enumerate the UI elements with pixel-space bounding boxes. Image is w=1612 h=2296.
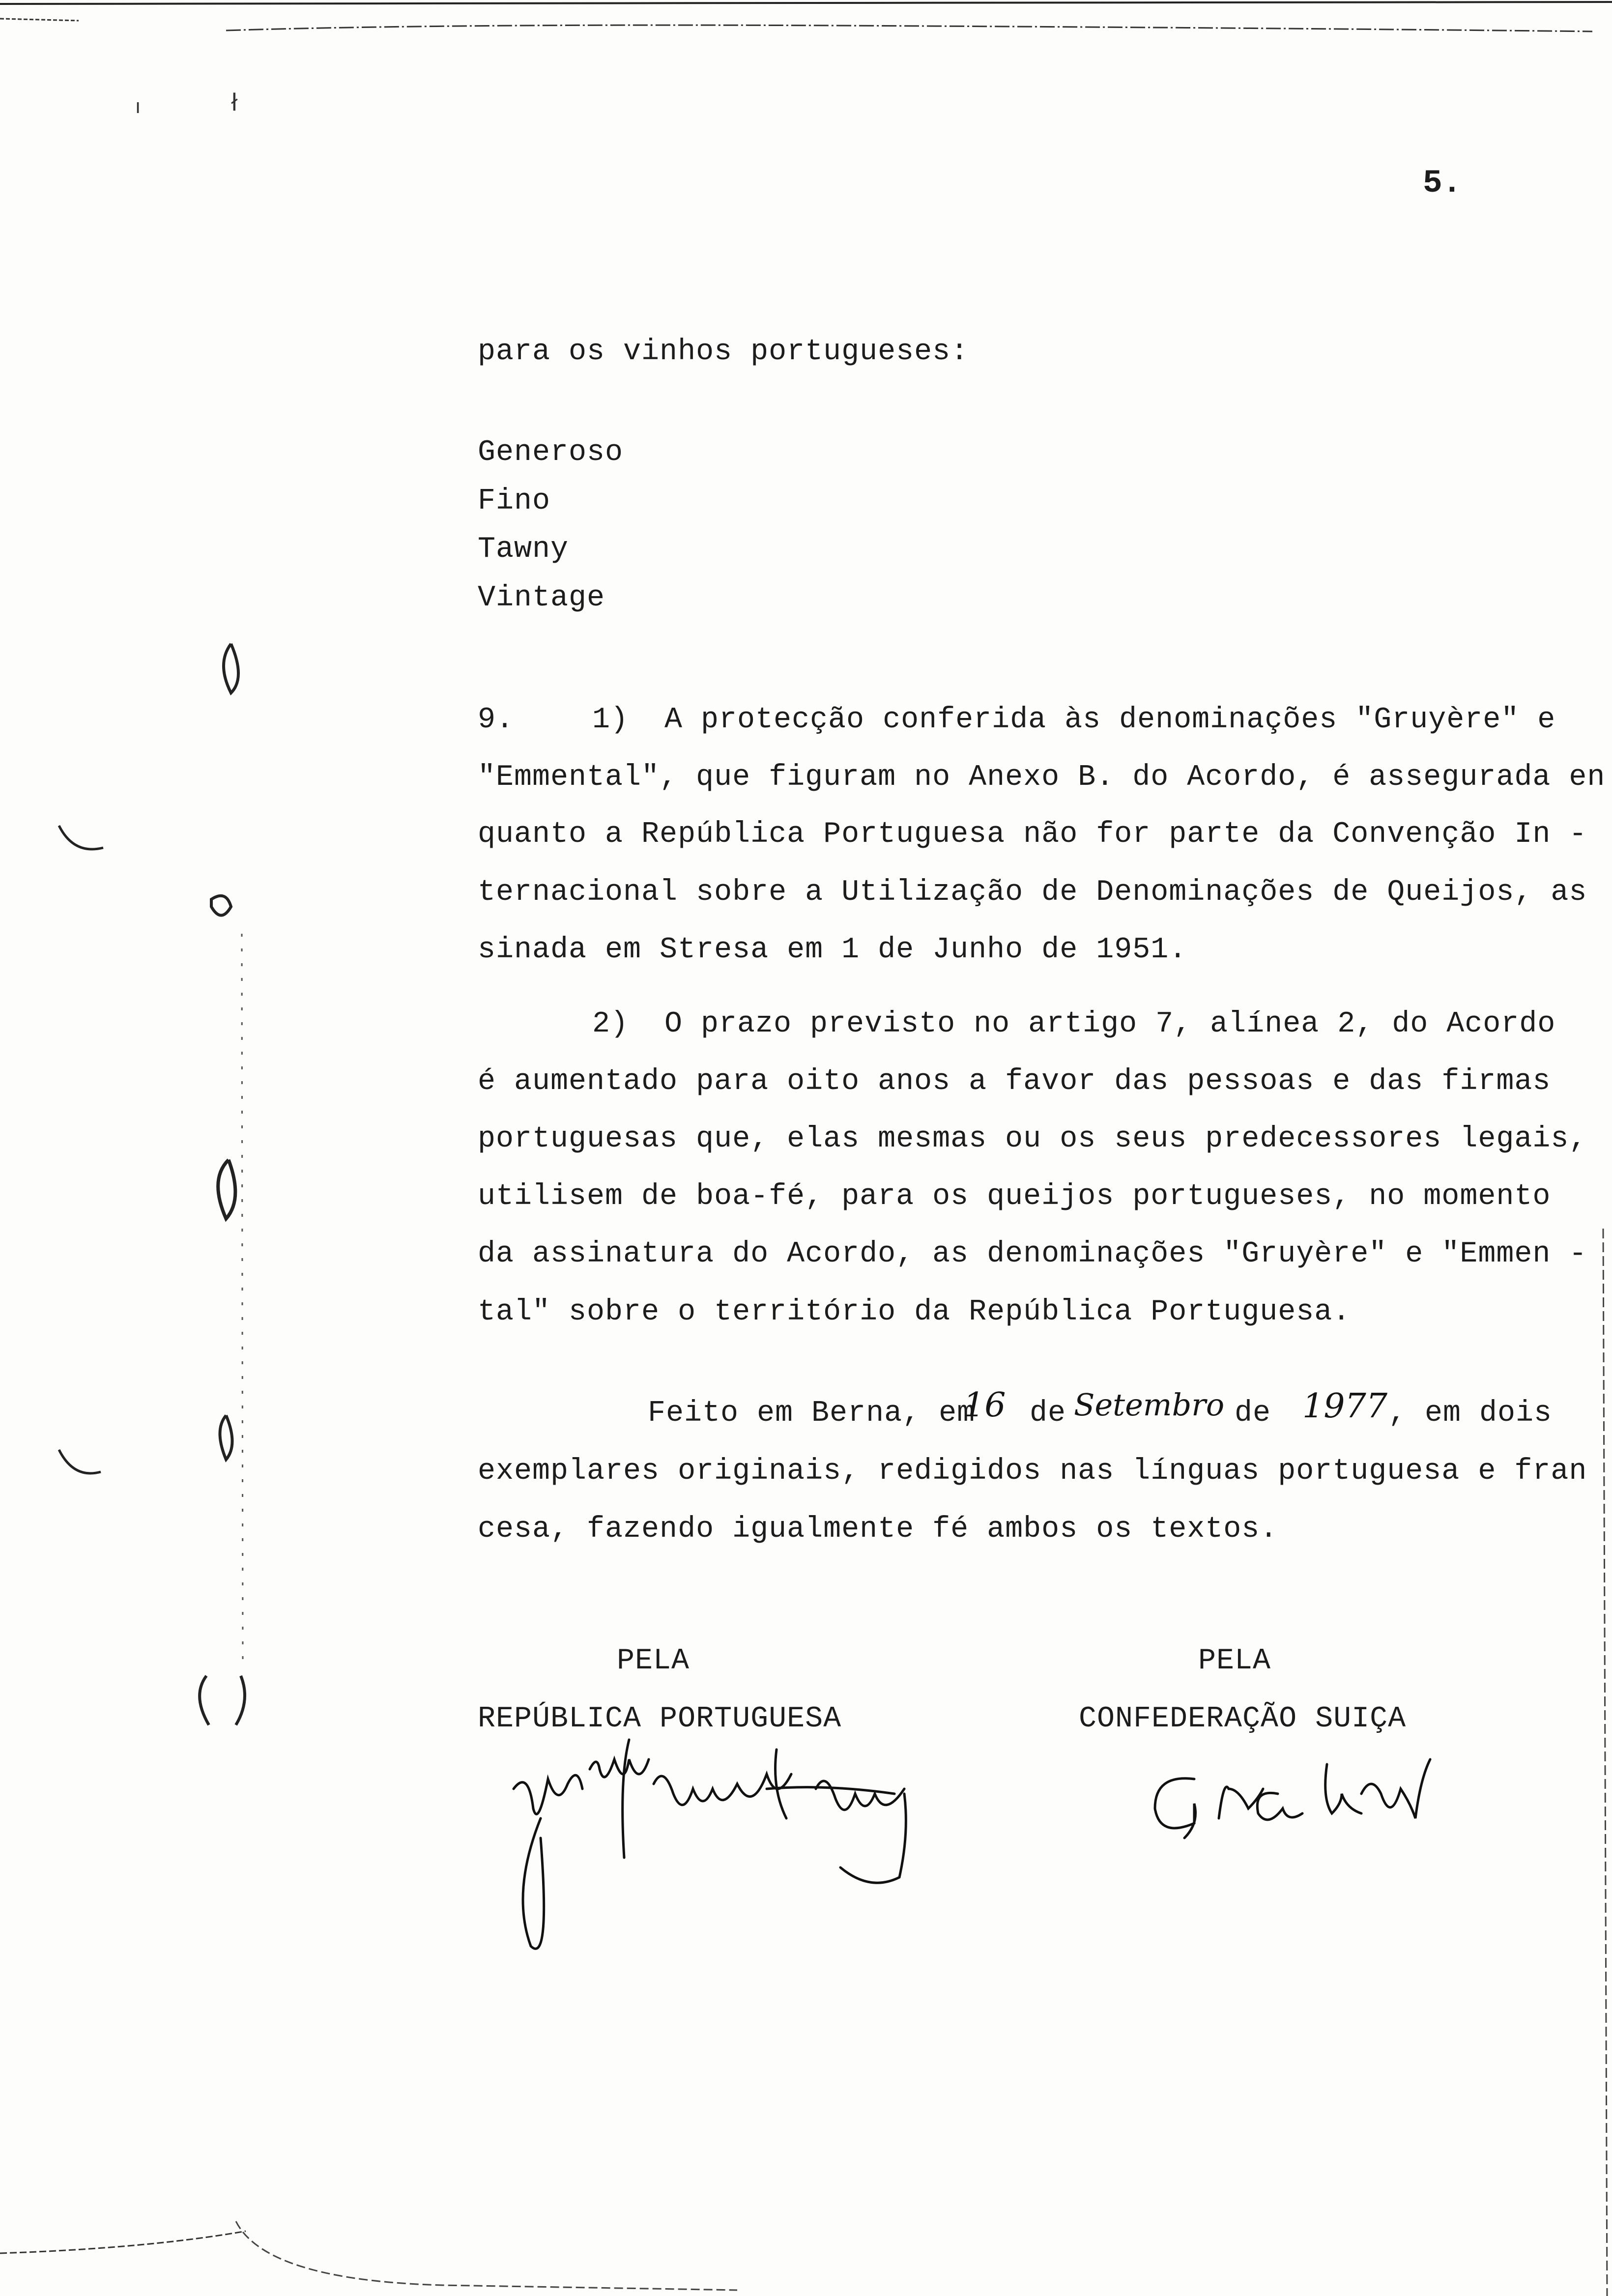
handwritten-year: 1977 <box>1302 1387 1388 1426</box>
page-number: 5. <box>1423 165 1462 201</box>
paragraph-line: A protecção conferida às denominações "Gruyère" e <box>664 703 1556 737</box>
closing-suffix: , em dois <box>1388 1397 1553 1430</box>
svg-text:ı: ı <box>135 95 141 118</box>
closing-prefix: Feito em Berna, em <box>648 1397 976 1430</box>
closing-line: cesa, fazendo igualmente fé ambos os textos. <box>478 1513 1278 1546</box>
paragraph-line: quanto a República Portuguesa não for parte da Convenção In - <box>478 818 1587 851</box>
signature-portugal <box>514 1740 906 1949</box>
paragraph-label: 1) <box>592 703 629 737</box>
closing-line: exemplares originais, redigidos nas línguas portuguesa e fran <box>478 1455 1587 1488</box>
paragraph-line: tal" sobre o território da República Portuguesa. <box>478 1295 1351 1329</box>
paragraph-label: 2) <box>592 1007 629 1041</box>
paragraph-line: sinada em Stresa em 1 de Junho de 1951. <box>478 933 1187 967</box>
wine-term: Vintage <box>478 581 605 615</box>
paragraph-line: O prazo previsto no artigo 7, alínea 2, do Acordo <box>664 1007 1556 1041</box>
paragraph-line: é aumentado para oito anos a favor das pessoas e das firmas <box>478 1065 1551 1098</box>
handwritten-month: Setembro <box>1074 1387 1225 1423</box>
closing-de: de <box>1235 1397 1271 1430</box>
signatory-pela-left: PELA <box>617 1644 690 1678</box>
article-number: 9. <box>478 703 515 737</box>
paragraph-line: ternacional sobre a Utilização de Denominações de Queijos, as <box>478 876 1587 909</box>
handwritten-day: 16 <box>963 1386 1006 1425</box>
paragraph-line: utilisem de boa-fé, para os queijos portugueses, no momento <box>478 1180 1551 1213</box>
wine-term: Generoso <box>478 436 624 469</box>
signatory-pela-right: PELA <box>1198 1644 1271 1678</box>
wine-term: Tawny <box>478 533 569 566</box>
svg-text:ł: ł <box>231 89 238 116</box>
closing-de: de <box>1030 1397 1066 1430</box>
paragraph-line: portuguesas que, elas mesmas ou os seus predecessores legais, <box>478 1122 1587 1156</box>
intro-line: para os vinhos portugueses: <box>478 335 969 369</box>
signature-switzerland <box>1155 1759 1430 1838</box>
paragraph-line: "Emmental", que figuram no Anexo B. do Acordo, é assegurada en <box>478 761 1606 794</box>
paragraph-line: da assinatura do Acordo, as denominações "Gruyère" e "Emmen - <box>478 1237 1587 1271</box>
signatory-party-right: CONFEDERAÇÃO SUIÇA <box>1079 1702 1407 1736</box>
signatory-party-left: REPÚBLICA PORTUGUESA <box>478 1702 842 1736</box>
wine-term: Fino <box>478 485 551 518</box>
